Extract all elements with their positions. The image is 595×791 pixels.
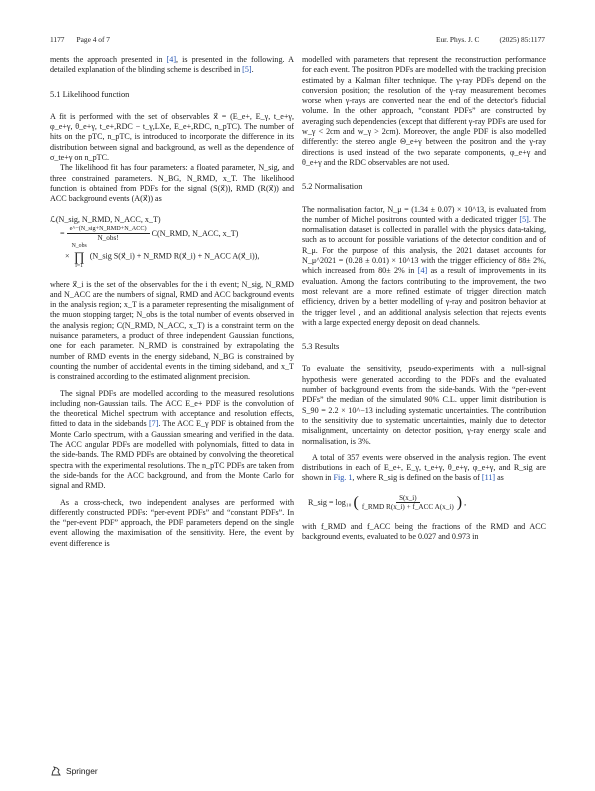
journal-volume: (2025) 85:1177 [499,34,545,44]
running-header [50,33,545,45]
paragraph: modelled with parameters that represent the reconstruction performance for each event. The positron PDFs are modelled with the tracking precision estimated by a Kalman filter technique. The γ-ray PDFs depend on the conversion position; the resolution of the γ-ray measurement becomes worse when γ-rays are converted near the end of the detector's fiducial volume. In the other approach, “constant PDFs” are constructed by averaging such dependencies (except that different γ-ray PDFs are used for w_γ < 2cm and w_γ > 2cm). Moreover, the angle PDF is also modelled differently: the stereo angle Θ_e+γ between the positron and the γ-ray directions is used instead of the two separate components, φ_e+γ and θ_e+γ and the RDC observables are not used. [302,55,546,167]
paragraph: The signal PDFs are modelled according to the measured resolutions including non-Gaussian tails. The ACC E_e+ PDF is the convolution of the theoretical Michel spectrum with acceptance and resolution effects, fitted to data in the sidebands [7]. The ACC E_γ PDF is obtained from the Monte Carlo spectrum, with a Gaussian smearing and verified in the data. The ACC angular PDFs are modelled with polynomials, fitted to data in the side-bands. The RMD PDFs are obtained by convolving the theoretical spectra with the experimental resolutions. The n_pTC PDFs are taken from the side-bands for the ACC background, and from the Monte Carlo for signal and RMD. [50,388,294,491]
equation-line: = $\frac{\text{e\textasciicircum{}−(N\_sig+N\_RMD+N\_ACC)}}{\text{N\_obs!}}$ C(N_RMD, N_ACC, x_T) [60,224,239,242]
equation-line: ℒ(N_sig, N_RMD, N_ACC, x_T) [50,214,161,224]
article-number: 1177 [50,34,65,44]
citation-link[interactable]: [11] [481,473,496,483]
citation-link[interactable]: [7] [148,419,159,429]
citation-link[interactable]: [4] [417,266,428,276]
paragraph: As a cross-check, two independent analyses are performed with differently constructed PDFs: “per-event PDFs” and “constant PDFs”. In the “per-event PDF” approach, the PDF parameters depend on the single event allowing the maximisation of the sensitivity. Here, the event by event difference is [50,497,294,548]
paragraph: To evaluate the sensitivity, pseudo-experiments with a null-signal hypothesis were generated according to the PDFs and the evaluated number of background events from the side-bands. With the “per-event PDFs” the median of the simulated 90% C.L. upper limit distribution is S_90 = 2.2 × 10^−13 including systematic uncertainties. The contribution to the sensitivity due to systematic uncertainties, mainly due to detector misalignment, uncertainty on detector position, γ-ray energy scale and normalisation, is 3%. [302,364,546,446]
product-sign-icon: ∏ [73,248,85,264]
likelihood-equation [50,215,294,270]
paragraph: The normalisation factor, N_μ = (1.34 ± 0.07) × 10^13, is evaluated from the number of Michel positrons counted with a dedicated trigger [5]. The normalisation dataset is collected in parallel with the physics data-taking, such as to account for possible variations of the detector condition and of R_μ. For the purpose of this analysis, the 2021 dataset accounts for N_μ^2021 = (0.28 ± 0.01) × 10^13 with the trigger efficiency of 88± 2%, which increased from 80± 2% in [4] as a result of improvements in its evaluation. Among the factors contributing to the improvement, the two most relevant are a more refined estimate of trigger direction match efficiency, driven by a better modelling of γ-ray and positron behavior at the trigger level , and an additional analysis selection that rejects events with a large expected energy deposit on dead channels. [302,204,546,327]
paragraph: ments the approach presented in [4], is presented in the following. A detailed explanation of the blinding scheme is described in [5]. [50,55,294,75]
paragraph: where x⃗_i is the set of the observables for the i th event; N_sig, N_RMD and N_ACC are the numbers of signal, RMD and ACC background events in the analysis region; x_T is a parameter representing the misalignment of the muon stopping target; N_obs is the total number of events observed in the analysis region; C(N_RMD, N_ACC, x_T) is a constraint term on the nuisance parameters, a product of three independent Gaussian functions, one for each parameter. N_RMD is constrained by extrapolating the number of RMD events in the energy sideband, N_BG is constrained by counting the number of accidental events in the timing sideband, and x_T is constrained according to the estimated alignment precision. [50,279,294,382]
equation-numerator: S(x_i) [396,494,420,503]
equation-numerator: e^−(N_sig+N_RMD+N_ACC) [67,225,150,234]
product-lower: i=1 [75,262,84,269]
equation-line: × N_obs ∏ i=1 (N_sig S(x⃗_i) + N_RMD R(x⃗_i) + N_ACC A(x⃗_i)), [65,242,260,269]
equation-term: (N_sig S(x⃗_i) + N_RMD R(x⃗_i) + N_ACC A(x⃗_i)), [89,250,260,260]
paragraph: The likelihood fit has four parameters: a floated parameter, N_sig, and three constrained parameters. N_BG, N_RMD, x_T. The likelihood function is obtained from PDFs for the signal (S(x⃗)), RMD (R(x⃗)) and ACC background events (A(x⃗)) as [50,163,294,204]
left-column [50,55,294,549]
journal-name: Eur. Phys. J. C [435,34,480,44]
equation-denominator: N_obs! [97,233,119,242]
paren-left-icon: ( [353,493,359,511]
figure-link[interactable]: Fig. 1 [333,473,353,483]
equation-term: R_sig = log₁₀ [308,497,352,507]
equation-term: , [464,497,467,507]
section-title-normalisation: 5.2 Normalisation [302,182,363,192]
springer-horse-icon [50,765,62,777]
section-title-results: 5.3 Results [302,342,340,352]
page-label: Page 4 of 7 [76,34,110,44]
right-column [302,55,546,542]
paragraph: A total of 357 events were observed in the analysis region. The event distributions in each of E_e+, E_γ, t_e+γ, θ_e+γ, φ_e+γ, and R_sig are shown in Fig. 1, where R_sig is defined on the basis of [11] as [302,452,546,483]
publisher-name: Springer [66,766,98,776]
rsig-equation [302,494,546,512]
citation-link[interactable]: [4] [166,55,177,64]
paragraph: with f_RMD and f_ACC being the fractions of the RMD and ACC background events, evaluated to be 0.027 and 0.973 in [302,521,546,541]
equation-term: C(N_RMD, N_ACC, x_T) [151,228,239,238]
paragraph: A fit is performed with the set of observables x⃗ = (E_e+, E_γ, t_e+γ, φ_e+γ, θ_e+γ, t_e+,RDC − t_γ,LXe, E_e+,RDC, n_pTC). The number of hits on the pTC, n_pTC, is introduced to incorporate the difference in its distribution between signal and background, as well as the dependence of σ_te+γ on n_pTC. [50,111,294,163]
paren-right-icon: ) [456,493,463,511]
citation-link[interactable]: [5] [519,214,529,224]
section-title-likelihood: 5.1 Likelihood function [50,89,130,99]
citation-link[interactable]: [5] [242,65,252,75]
equation-denominator: f_RMD R(x_i) + f_ACC A(x_i) [361,502,454,511]
publisher-footer [50,765,98,777]
product-upper: N_obs [71,242,87,249]
